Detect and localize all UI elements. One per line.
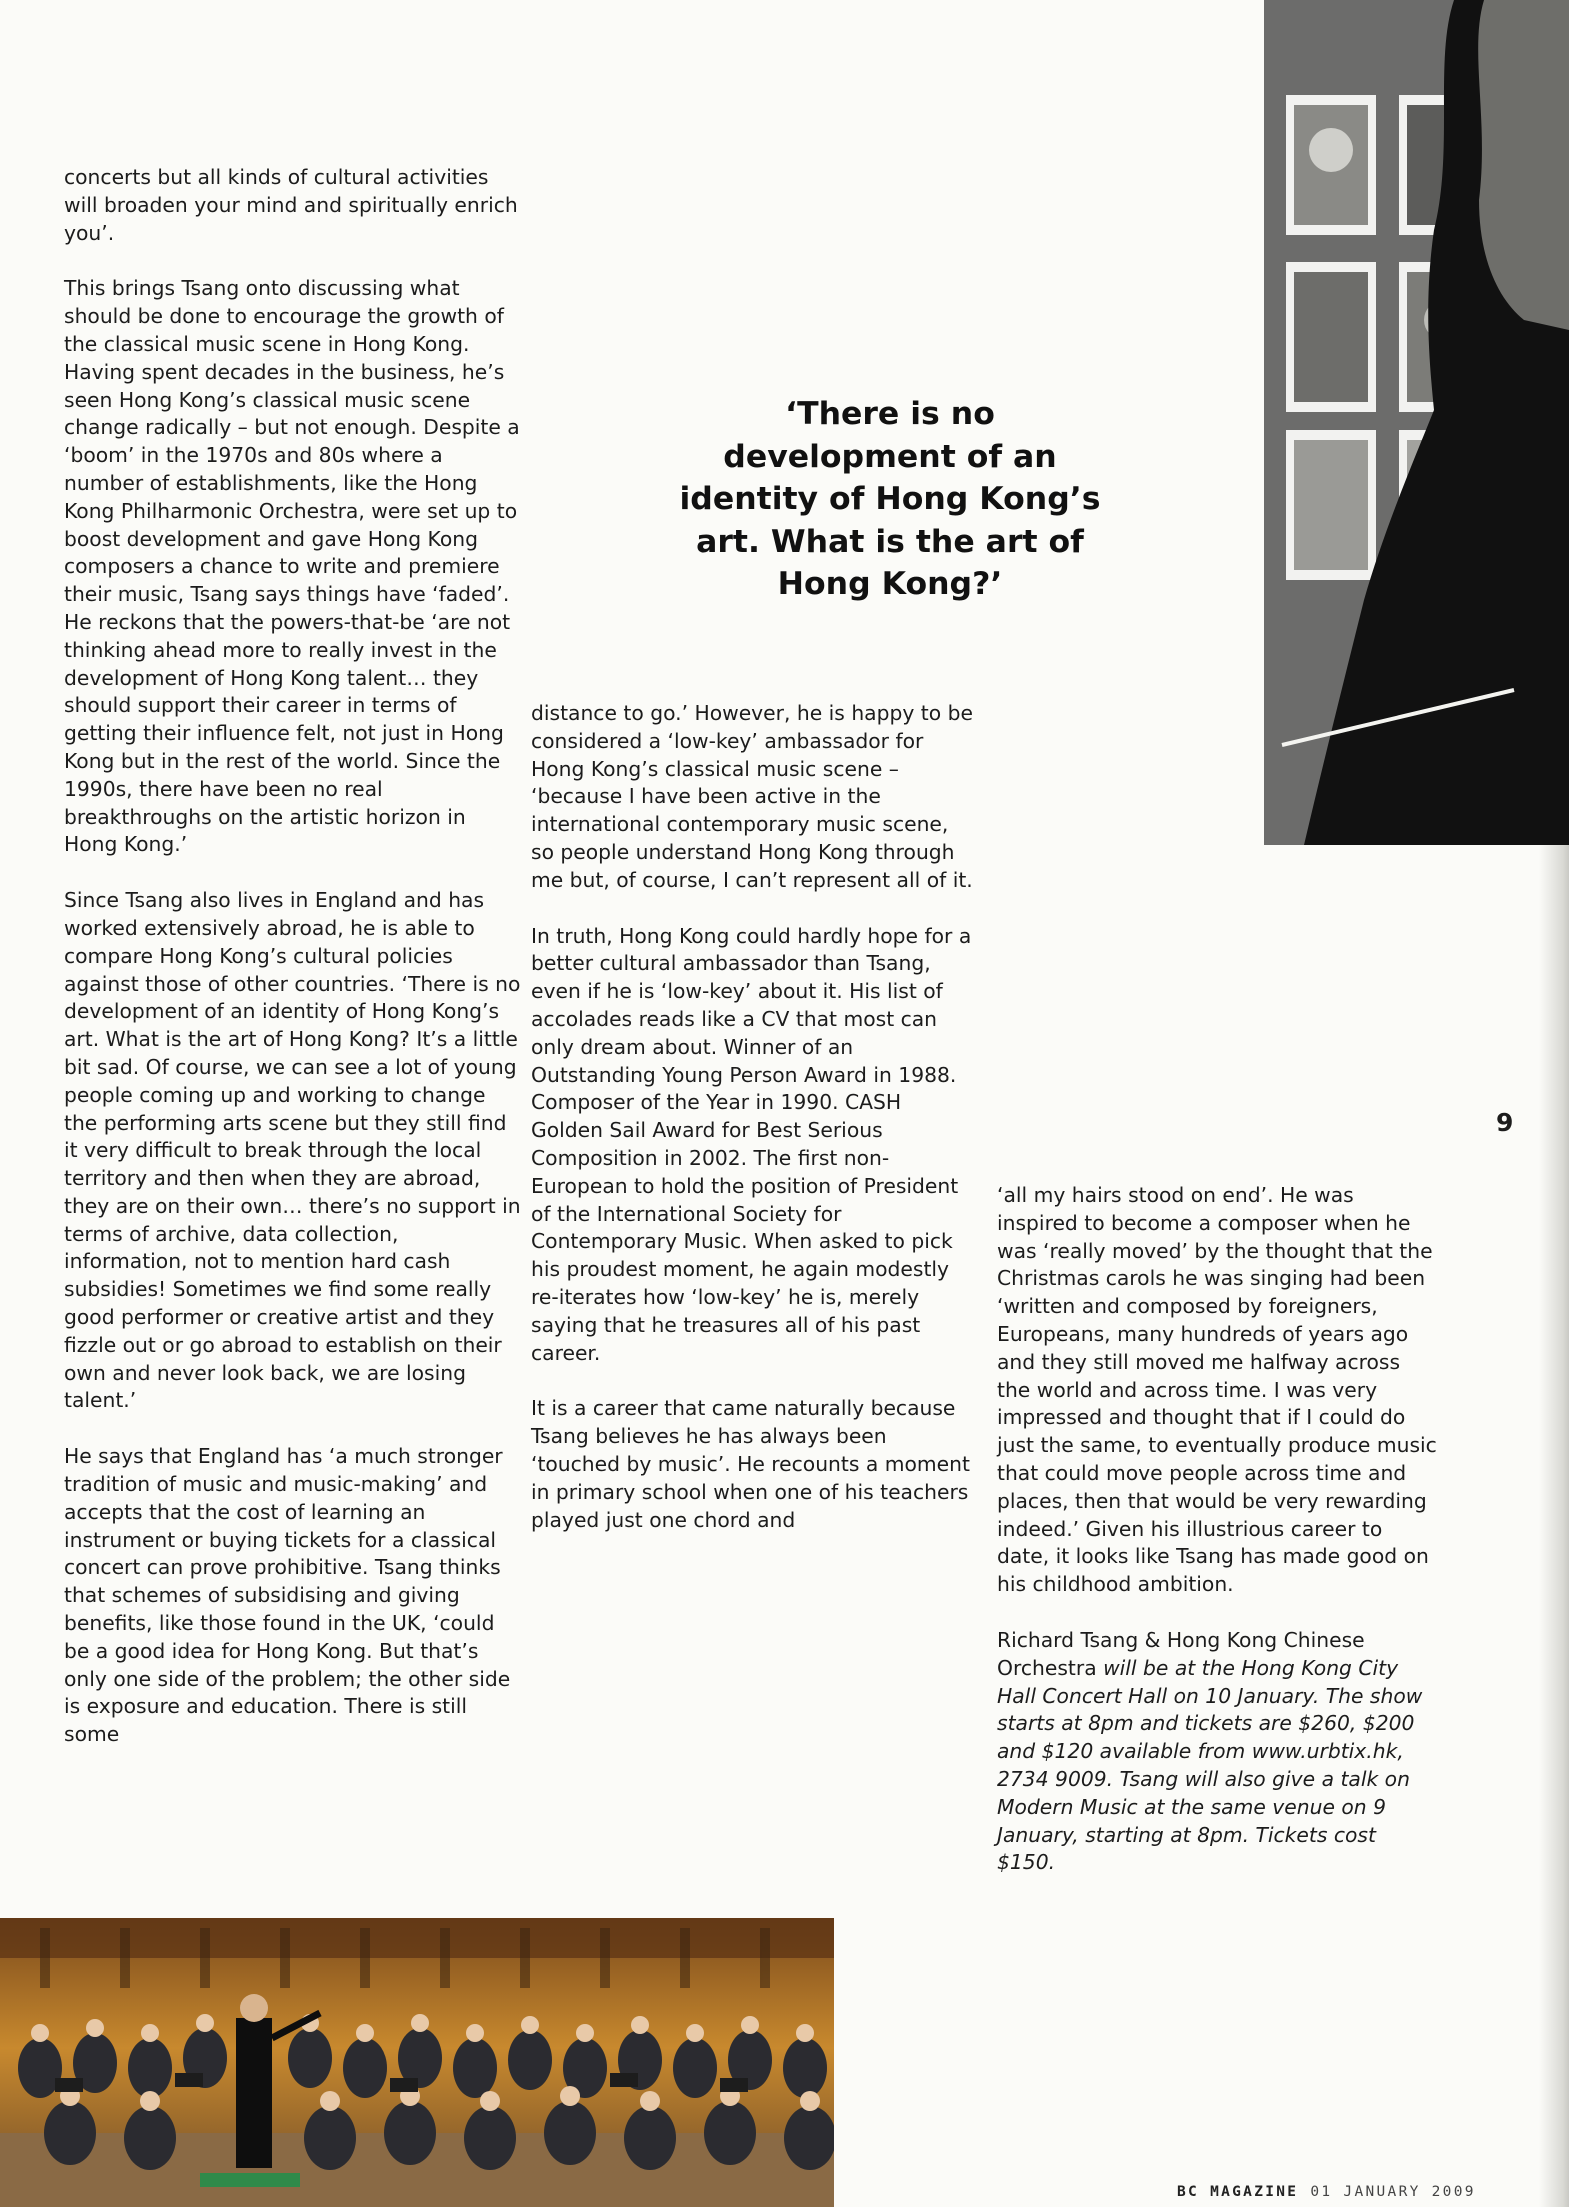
paragraph: ‘all my hairs stood on end’. He was inspired to become a composer when he was ‘really moved’ by the thought that the Christmas carols he was singing had been ‘written and composed by foreigners, Europeans, many hundreds of years ago and they still moved me halfway across the world and across time. I was very impressed and thought that if I could do just the same, to eventually produce music that could move people across time and places, then that would be very rewarding indeed.’ Given his illustrious career to date, it looks like Tsang has made good on his childhood ambition. <box>997 1183 1437 1597</box>
issue-date: 01 JANUARY 2009 <box>1310 2184 1476 2200</box>
event-promo <box>997 1627 1437 1877</box>
paragraph: concerts but all kinds of cultural activities will broaden your mind and spiritually enrich you’. <box>64 165 518 245</box>
article-column-2 <box>531 700 976 1562</box>
magazine-name: BC MAGAZINE <box>1177 2184 1299 2200</box>
orchestra-photo <box>0 1918 834 2207</box>
paragraph: It is a career that came naturally because Tsang believes he has always been ‘touched by music’. He recounts a moment in primary school when one of his teachers played just one chord and <box>531 1396 970 1532</box>
paragraph: Since Tsang also lives in England and has worked extensively abroad, he is able to compare Hong Kong’s cultural policies against those of other countries. ‘There is no development of an identity of Hong Kong’s art. What is the art of Hong Kong? It’s a little bit sad. Of course, we can see a lot of young people coming up and working to change the performing arts scene but they still find it very difficult to break through the local territory and then when they are abroad, they are on their own… there’s no support in terms of archive, data collection, information, not to mention hard cash subsidies! Sometimes we find some really good performer or creative artist and they fizzle out or go abroad to establish on their own and never look back, we are losing talent.’ <box>64 888 521 1413</box>
article-column-1 <box>64 164 524 1777</box>
pull-quote: ‘There is no development of an identity of Hong Kong’s art. What is the art of Hong Kong?’ <box>679 396 1101 602</box>
page-number: 9 <box>1496 1108 1514 1137</box>
promo-details: will be at the Hong Kong City Hall Concert Hall on 10 January. The show starts at 8pm and tickets are $260, $200 and $120 available from www.urbtix.hk, 2734 9009. Tsang will also give a talk on Modern Music at the same venue on 9 January, starting at 8pm. Tickets cost $150. <box>997 1655 1423 1875</box>
article-column-3 <box>997 1182 1437 1905</box>
paragraph: distance to go.’ However, he is happy to be considered a ‘low-key’ ambassador for Hong Kong’s classical music scene – ‘because I have been active in the international contemporary music scene, so people understand Hong Kong through me but, of course, I can’t represent all of it. <box>531 701 973 892</box>
promo-lead: Richard Tsang & Hong Kong Chinese Orchestra <box>997 1627 1365 1680</box>
paragraph: This brings Tsang onto discussing what should be done to encourage the growth of the classical music scene in Hong Kong. Having spent decades in the business, he’s seen Hong Kong’s classical music scene change radically – but not enough. Despite a ‘boom’ in the 1970s and 80s where a number of establishments, like the Hong Kong Philharmonic Orchestra, were set up to boost development and gave Hong Kong composers a chance to write and premiere their music, Tsang says things have ‘faded’. He reckons that the powers-that-be ‘are not thinking ahead more to really invest in the development of Hong Kong talent… they should support their career in terms of getting their influence felt, not just in Hong Kong but in the rest of the world. Since the 1990s, there have been no real breakthroughs on the artistic horizon in Hong Kong.’ <box>64 276 520 857</box>
portrait-photo <box>1264 0 1569 845</box>
paragraph: In truth, Hong Kong could hardly hope for a better cultural ambassador than Tsang, even if he is ‘low-key’ about it. His list of accolades reads like a CV that most can only dream about. Winner of an Outstanding Young Person Award in 1988. Composer of the Year in 1990. CASH Golden Sail Award for Best Serious Composition in 2002. The first non-European to hold the position of President of the International Society for Contemporary Music. When asked to pick his proudest moment, he again modestly re-iterates how ‘low-key’ he is, merely saying that he treasures all of his past career. <box>531 923 972 1365</box>
footer <box>1177 2184 1476 2200</box>
paragraph: He says that England has ‘a much stronger tradition of music and music-making’ and accepts that the cost of learning an instrument or buying tickets for a classical concert can prove prohibitive. Tsang thinks that schemes of subsidising and giving benefits, like those found in the UK, ‘could be a good idea for Hong Kong. But that’s only one side of the problem; the other side is exposure and education. There is still some <box>64 1444 511 1747</box>
